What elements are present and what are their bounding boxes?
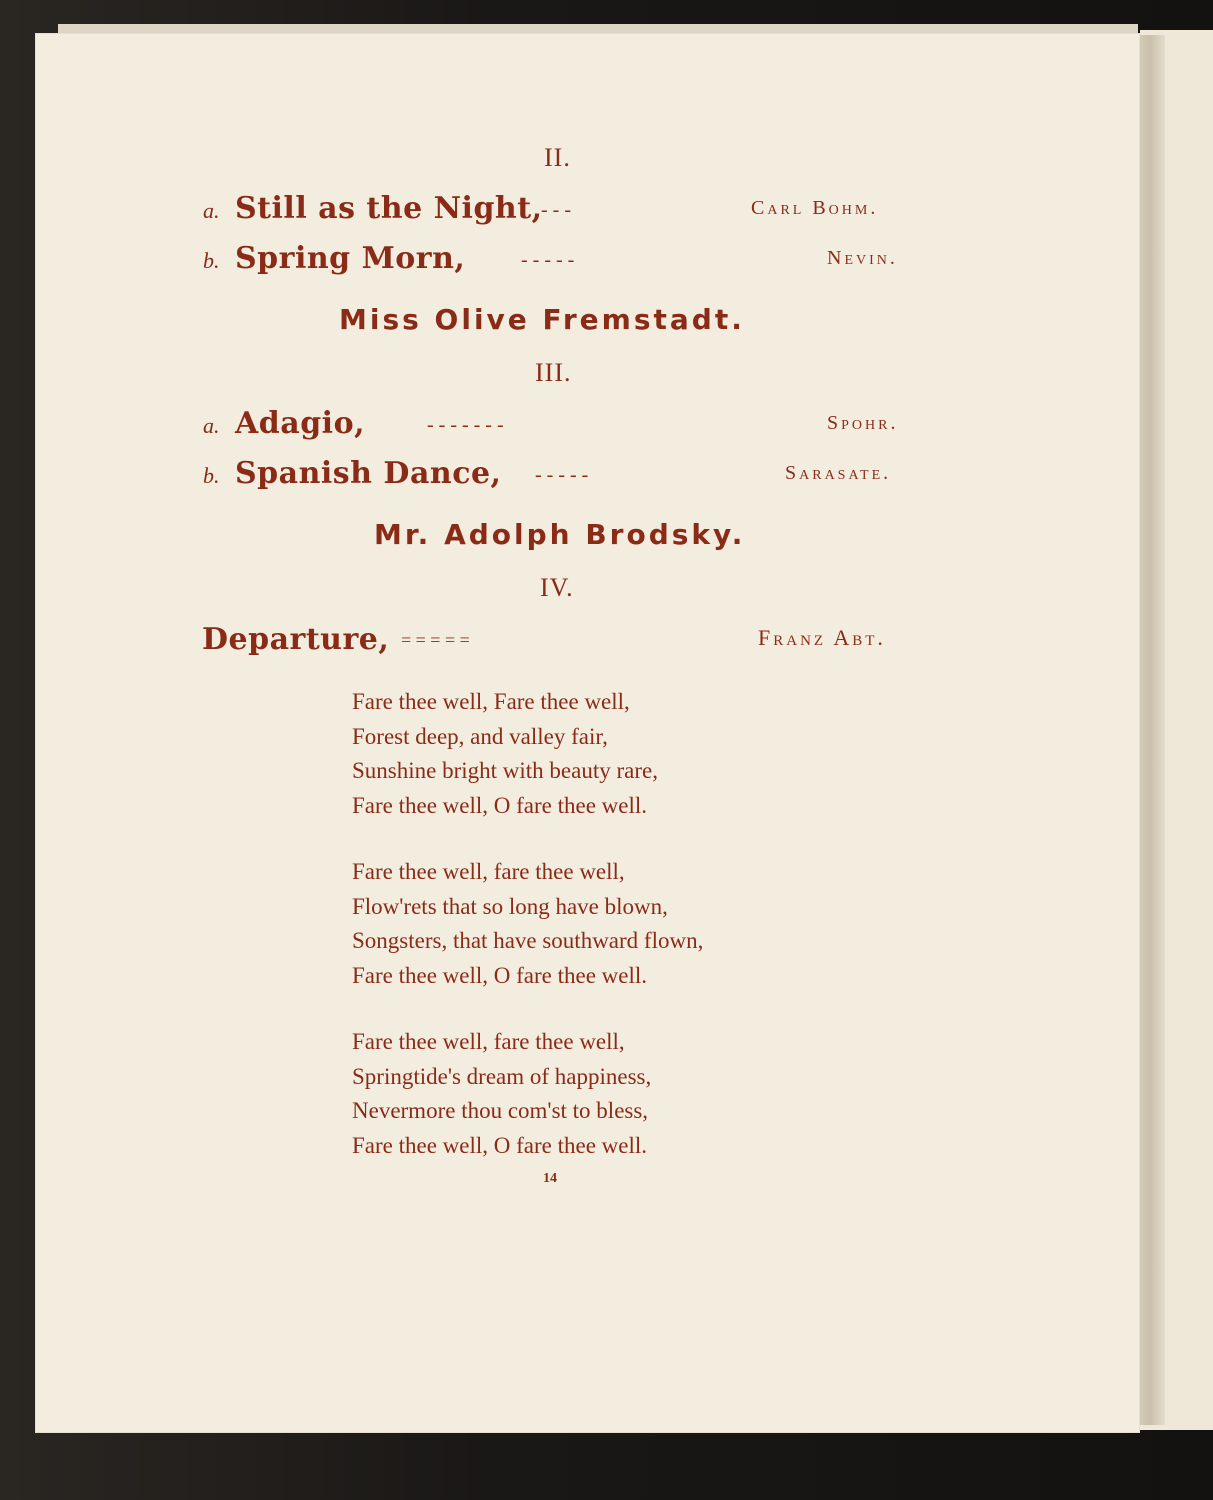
lyric-line: Forest deep, and valley fair, xyxy=(352,723,608,749)
composer-sarasate: Sarasate. xyxy=(785,462,892,484)
leader-dashes: - - - - - - - xyxy=(427,414,504,436)
composer-franz-abt: Franz Abt. xyxy=(758,625,886,650)
leader-dashes: - - - - - xyxy=(521,249,575,271)
leader-equals: = = = = = xyxy=(401,630,470,650)
lyric-line: Songsters, that have southward flown, xyxy=(352,928,704,953)
page-number: 14 xyxy=(543,1171,557,1186)
song-title-still-as-the-night: Still as the Night, xyxy=(235,191,543,226)
composer-nevin: Nevin. xyxy=(827,247,898,269)
leader-dashes: - - - - - xyxy=(535,464,589,486)
section-numeral-iv: IV. xyxy=(540,573,574,602)
program-page xyxy=(35,33,1140,1433)
lyric-stanza-2 xyxy=(352,855,703,993)
lyric-line: Fare thee well, O fare thee well. xyxy=(352,1132,648,1158)
performer-olive-fremstadt: Miss Olive Fremstadt. xyxy=(339,303,745,336)
item-letter-iii-b: b. xyxy=(203,463,220,488)
lyric-line: Nevermore thou com'st to bless, xyxy=(352,1098,649,1123)
leader-dashes: - - - xyxy=(541,199,571,221)
composer-carl-bohm: Carl Bohm. xyxy=(751,197,879,219)
lyric-line: Sunshine bright with beauty rare, xyxy=(352,758,658,783)
item-letter-ii-a: a. xyxy=(203,198,220,223)
lyric-stanza-3 xyxy=(352,1025,651,1163)
lyric-line: Flow'rets that so long have blown, xyxy=(352,893,668,919)
composer-spohr: Spohr. xyxy=(827,412,899,434)
lyric-line: Springtide's dream of happiness, xyxy=(352,1063,652,1089)
section-numeral-ii: II. xyxy=(544,143,571,172)
section-numeral-iii: III. xyxy=(535,358,572,387)
lyric-line: Fare thee well, Fare thee well, xyxy=(352,689,630,714)
item-letter-iii-a: a. xyxy=(203,413,220,438)
song-title-adagio: Adagio, xyxy=(235,406,366,441)
performer-adolph-brodsky: Mr. Adolph Brodsky. xyxy=(374,518,746,551)
lyric-line: Fare thee well, fare thee well, xyxy=(352,859,625,884)
song-title-departure: Departure, xyxy=(202,622,390,657)
lyric-stanza-1 xyxy=(352,685,658,823)
song-title-spring-morn: Spring Morn, xyxy=(235,241,466,276)
lyric-line: Fare thee well, O fare thee well. xyxy=(352,792,648,818)
lyric-line: Fare thee well, O fare thee well. xyxy=(352,962,648,988)
song-title-spanish-dance: Spanish Dance, xyxy=(235,456,502,491)
lyric-line: Fare thee well, fare thee well, xyxy=(352,1029,625,1054)
item-letter-ii-b: b. xyxy=(203,248,220,273)
